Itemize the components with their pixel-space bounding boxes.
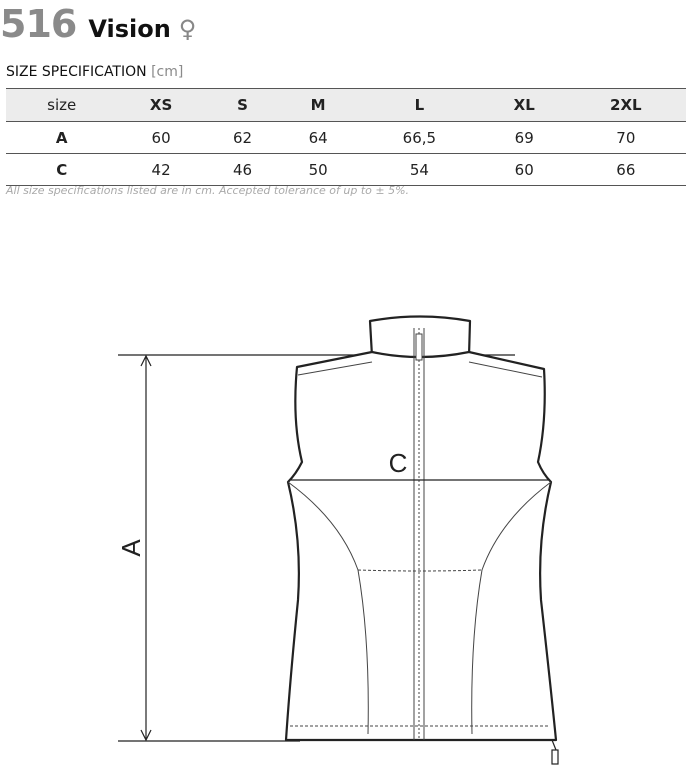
row-label: A [6,122,117,154]
vest-outline [286,317,556,741]
zipper-pull-icon [416,334,422,360]
product-name: Vision [88,15,171,43]
label-a: A [116,539,146,557]
row-label: C [6,154,117,186]
table-cell: 60 [483,154,566,186]
column-header: M [280,89,356,122]
table-cell: 50 [280,154,356,186]
table-cell: 69 [483,122,566,154]
table-cell: 46 [205,154,281,186]
table-cell: 42 [117,154,204,186]
table-cell: 70 [566,122,686,154]
table-cell: 60 [117,122,204,154]
table-cell: 66,5 [356,122,483,154]
column-header: size [6,89,117,122]
table-cell: 62 [205,122,281,154]
product-code: 516 [0,2,77,46]
table-cell: 66 [566,154,686,186]
vest-body [286,352,556,740]
column-header: S [205,89,281,122]
size-spec-heading: SIZE SPECIFICATION [6,64,147,80]
table-cell: 54 [356,154,483,186]
size-spec-unit: [cm] [151,64,184,80]
column-header: XL [483,89,566,122]
column-header: XS [117,89,204,122]
female-icon: ♀ [178,15,197,43]
hang-tag-icon [552,740,558,764]
column-header: 2XL [566,89,686,122]
label-c: C [388,448,408,478]
table-cell: 64 [280,122,356,154]
tolerance-note: All size specifications listed are in cm. Accepted tolerance of up to ± 5%. [6,184,410,197]
column-header: L [356,89,483,122]
